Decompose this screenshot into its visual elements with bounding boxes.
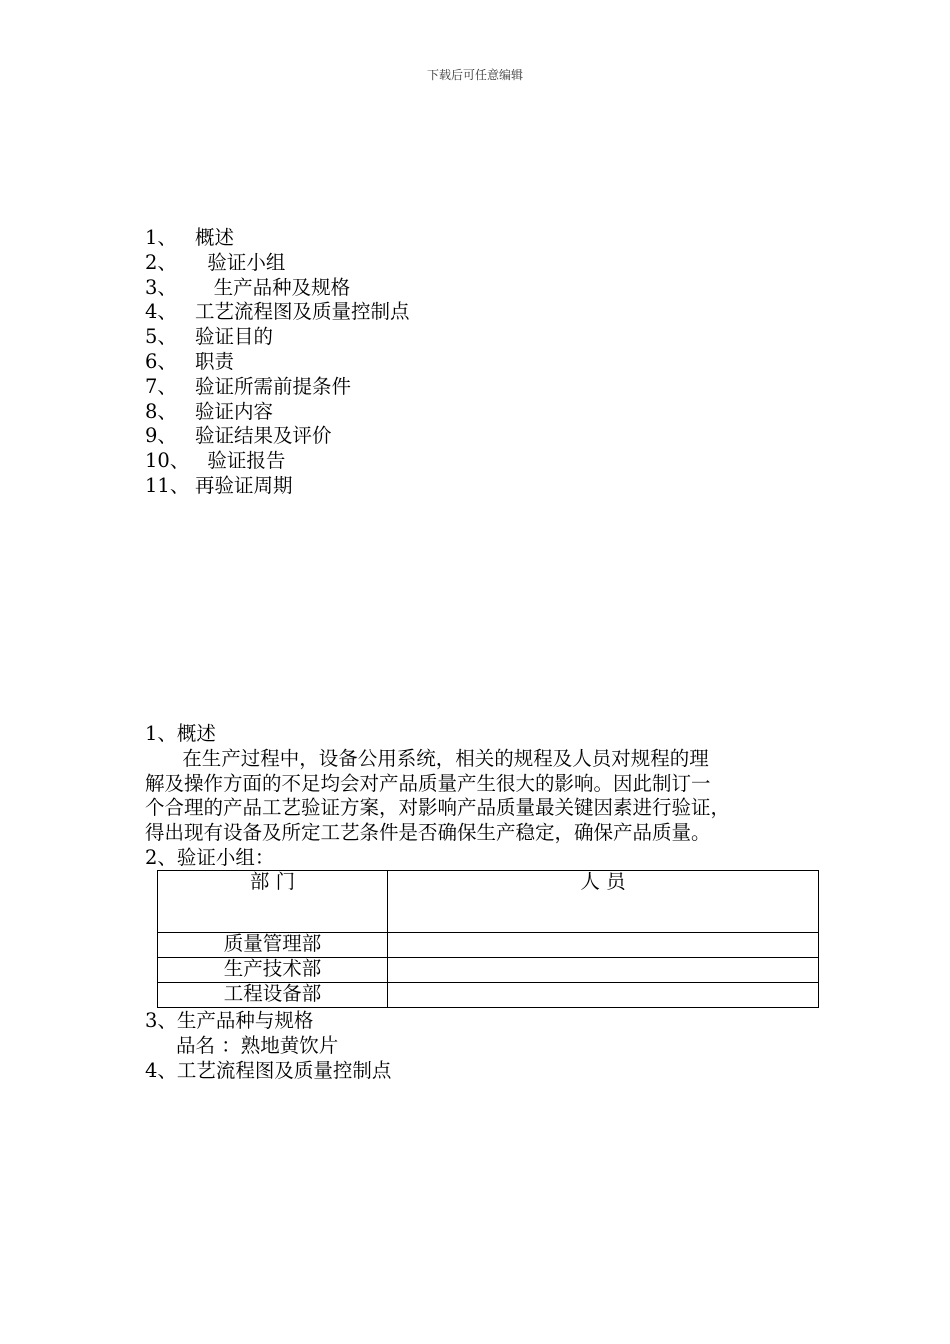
- section-1-heading: 1、概述: [145, 722, 216, 745]
- toc-label: 工艺流程图及质量控制点: [195, 300, 410, 324]
- toc-number: 6、: [145, 349, 177, 373]
- toc-number: 4、: [145, 300, 177, 324]
- toc-item: [145, 325, 410, 350]
- section-2-heading: 2、验证小组：: [145, 845, 275, 869]
- personnel-header: 人 员: [388, 871, 819, 933]
- toc-item: [145, 300, 410, 325]
- toc-label: 验证内容: [195, 399, 274, 423]
- toc-label: 验证目的: [195, 325, 274, 349]
- section-3-heading: 3、生产品种与规格: [145, 1009, 314, 1032]
- page-header: 下载后可任意编辑: [426, 68, 523, 82]
- paragraph-line: 得出现有设备及所定工艺条件是否确保生产稳定，确保产品质量。: [145, 821, 711, 845]
- toc-number: 2、: [145, 250, 177, 274]
- table-row: [158, 958, 819, 983]
- toc-label: 概述: [195, 226, 235, 249]
- toc-item: [145, 251, 410, 276]
- toc-number: 10、: [145, 449, 190, 473]
- toc-indent: [195, 449, 207, 472]
- toc-item: [145, 350, 410, 375]
- toc-label: 生产品种及规格: [213, 275, 351, 299]
- personnel-cell: [388, 983, 819, 1008]
- personnel-cell: [388, 933, 819, 958]
- toc-number: 1、: [145, 226, 177, 249]
- toc-item: [145, 226, 410, 251]
- toc-indent: [195, 251, 207, 274]
- product-name-line: 品名 ：熟地黄饮片: [145, 1033, 339, 1057]
- toc-item: [145, 400, 410, 425]
- toc-item: [145, 424, 410, 449]
- department-cell: 质量管理部: [158, 933, 388, 958]
- toc-number: 11、: [145, 473, 190, 497]
- personnel-cell: [388, 958, 819, 983]
- department-cell: 生产技术部: [158, 958, 388, 983]
- toc-label: 验证报告: [207, 449, 286, 473]
- section-4-heading: 4、工艺流程图及质量控制点: [145, 1058, 392, 1082]
- validation-team-table: [157, 870, 819, 1008]
- toc-number: 7、: [145, 374, 177, 398]
- toc-label: 验证所需前提条件: [195, 374, 352, 398]
- toc-number: 3、: [145, 275, 177, 299]
- toc-label: 验证结果及评价: [195, 424, 332, 448]
- table-row: [158, 933, 819, 958]
- toc-item: [145, 474, 410, 499]
- toc-label: 职责: [195, 349, 235, 373]
- toc-number: 9、: [145, 424, 177, 448]
- toc-label: 验证小组: [207, 250, 286, 274]
- toc-item: [145, 449, 410, 474]
- department-header: 部 门: [158, 871, 388, 933]
- document-body: [145, 722, 825, 871]
- document-body-continued: [145, 1009, 391, 1083]
- toc-number: 8、: [145, 399, 177, 423]
- toc-indent: [195, 276, 214, 299]
- table-header-row: [158, 871, 819, 933]
- paragraph-line: 解及操作方面的不足均会对产品质量产生很大的影响。因此制订一: [145, 771, 711, 795]
- toc-item: [145, 276, 410, 301]
- paragraph-line: 在生产过程中，设备公用系统，相关的规程及人员对规程的理: [145, 746, 709, 770]
- toc-label: 再验证周期: [195, 473, 293, 497]
- toc-item: [145, 375, 410, 400]
- paragraph-line: 个合理的产品工艺验证方案，对影响产品质量最关键因素进行验证，: [145, 796, 731, 820]
- toc-number: 5、: [145, 325, 177, 349]
- table-row: [158, 983, 819, 1008]
- table-of-contents: [145, 226, 410, 499]
- department-cell: 工程设备部: [158, 983, 388, 1008]
